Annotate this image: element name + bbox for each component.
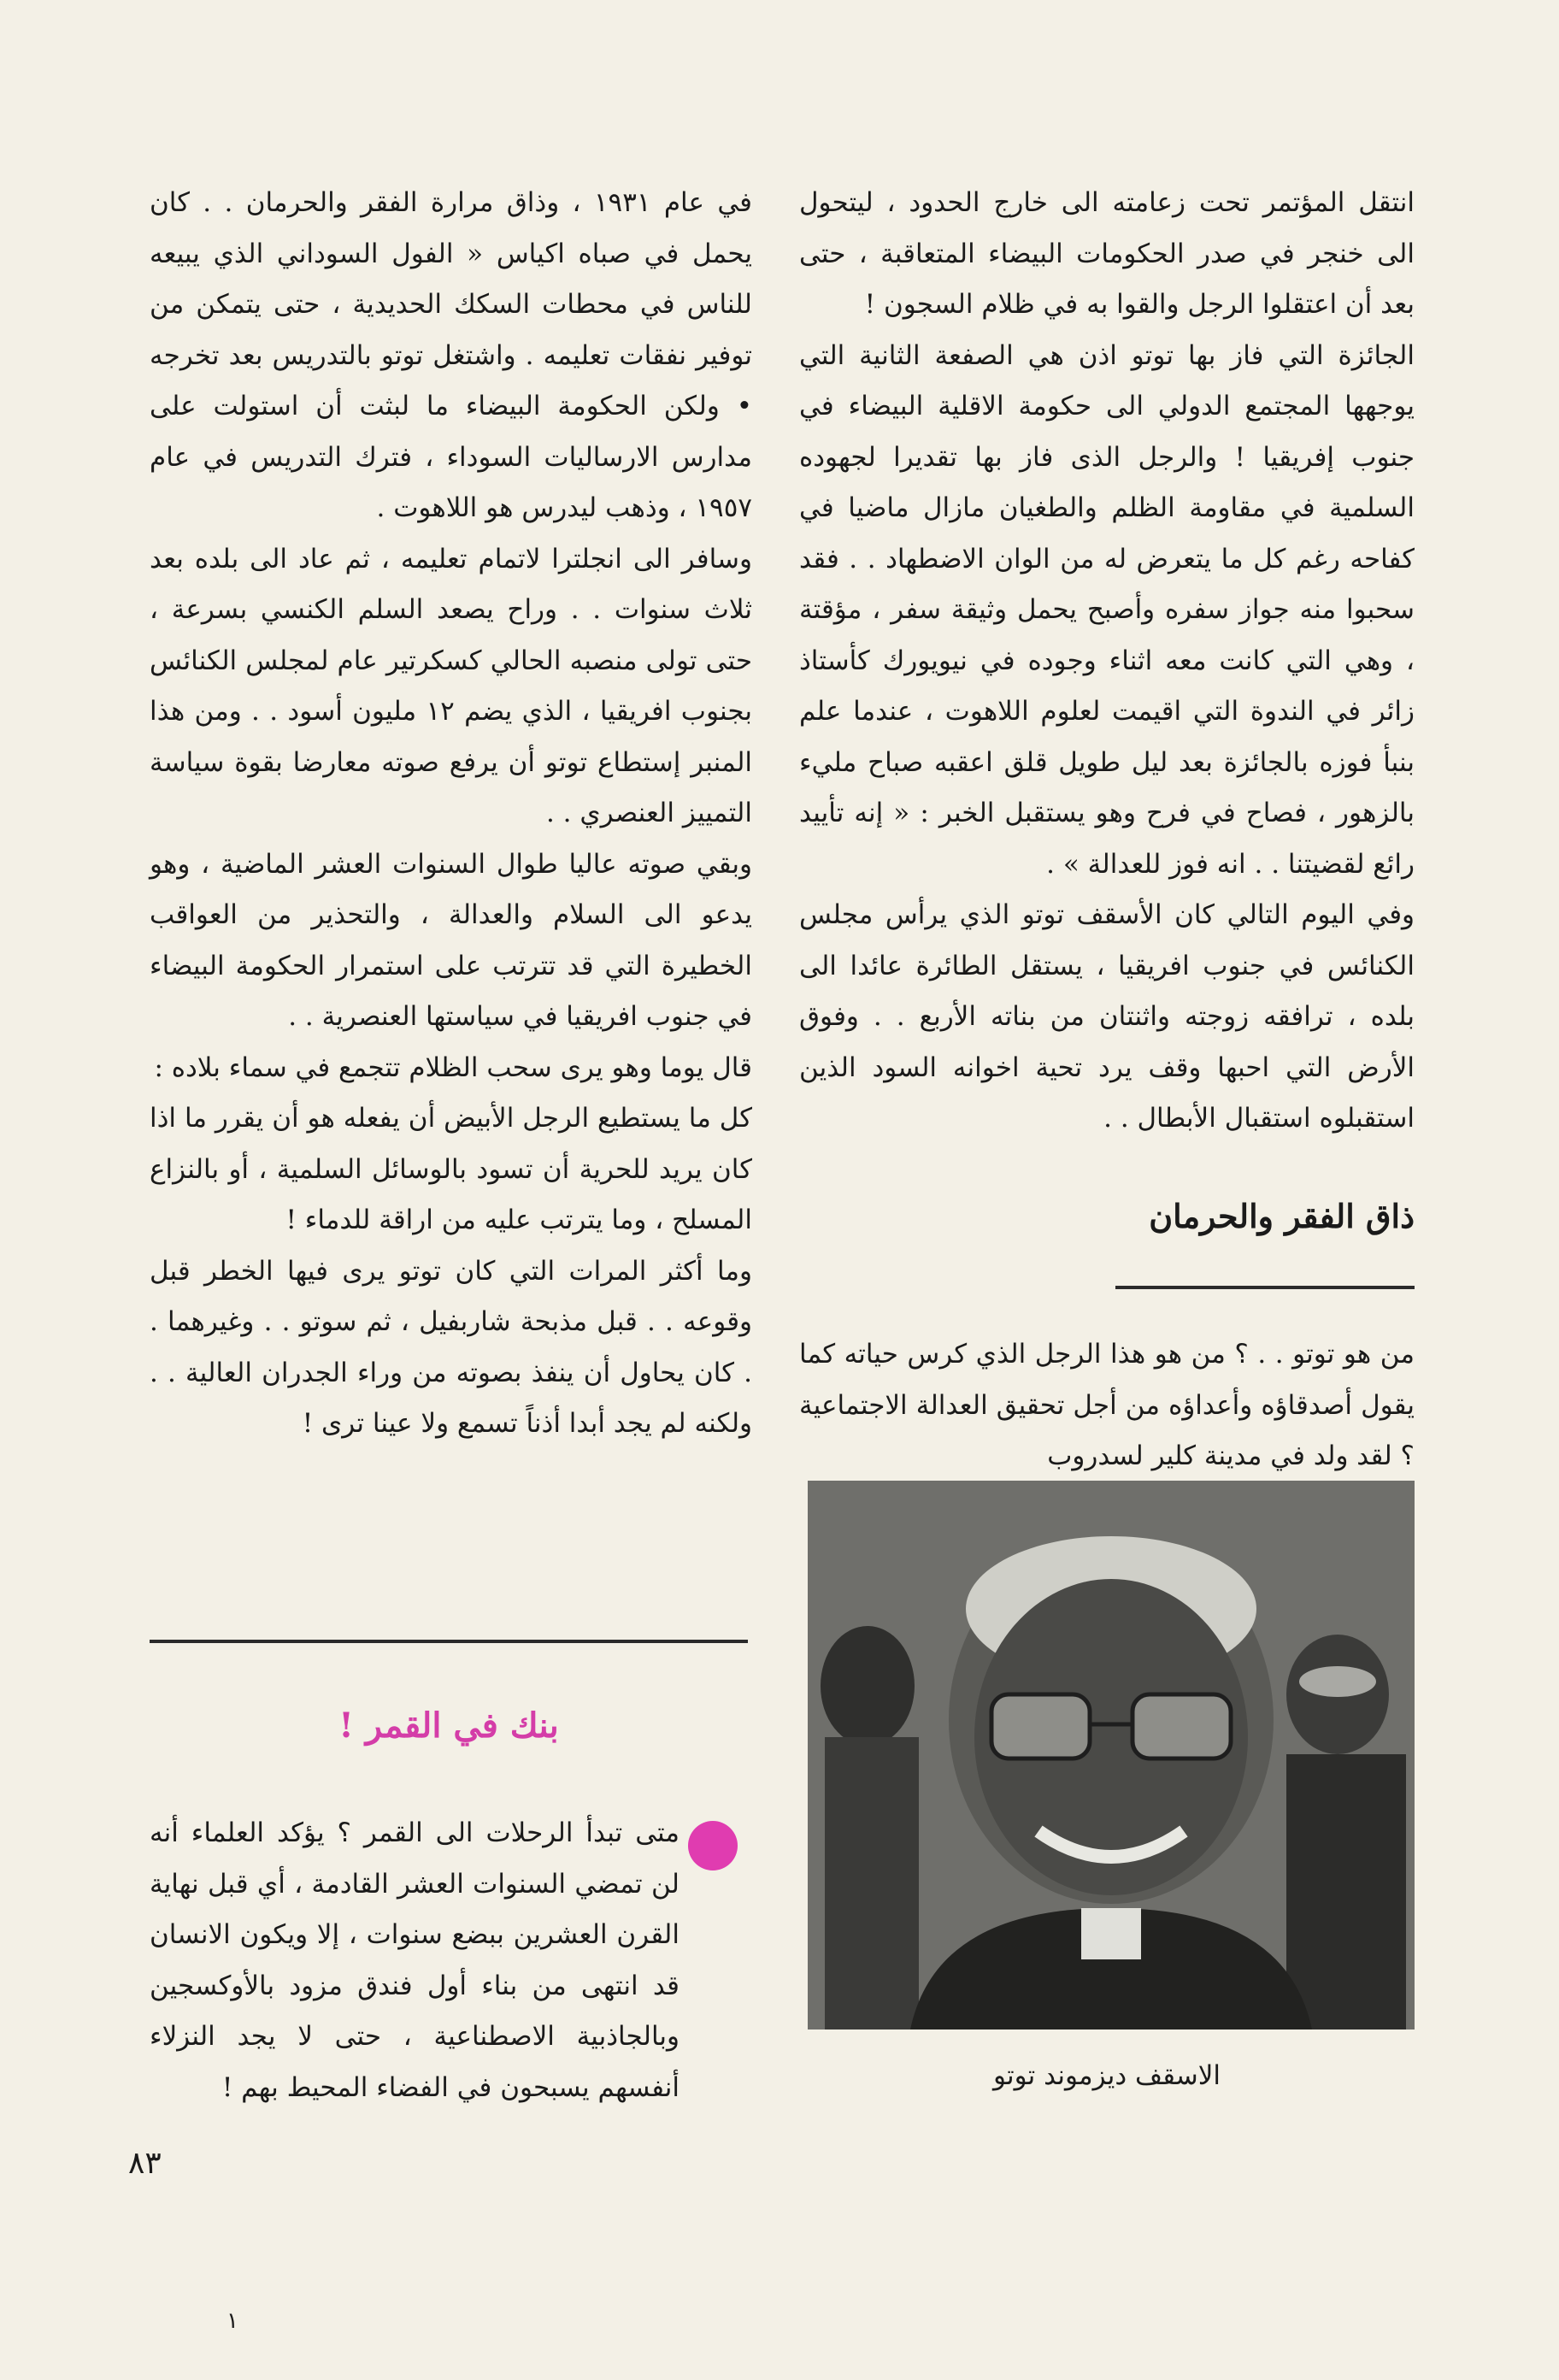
article-paragraph: من هو توتو . . ؟ من هو هذا الرجل الذي كرس حياته كما يقول أصدقاؤه وأعداؤه من أجل تحقيق العدالة الاجتماعية ؟ لقد ولد في مدينة كلير لسدروب — [799, 1339, 1415, 1471]
section-intro-paragraph — [799, 1329, 1415, 1482]
sidebar-moon-paragraph — [150, 1808, 748, 2113]
section-heading-poverty: ذاق الفقر والحرمان — [1149, 1197, 1415, 1235]
sidebar-divider — [150, 1640, 748, 1643]
article-paragraph: وما أكثر المرات التي كان توتو يرى فيها الخطر قبل وقوعه . . قبل مذبحة شاربفيل ، ثم سوتو . . وغيرهما . . كان يحاول أن ينفذ بصوته من وراء الجدران العالية . . ولكنه لم يجد أبدا أذناً تسمع ولا عينا ترى ! — [150, 1255, 752, 1439]
article-column-left — [150, 178, 752, 1450]
article-paragraph: كل ما يستطيع الرجل الأبيض أن يفعله هو أن يقرر ما اذا كان يريد للحرية أن تسود بالوسائل السلمية ، أو بالنزاع المسلح ، وما يترتب عليه من اراقة للدماء ! — [150, 1103, 752, 1235]
article-paragraph: في عام ١٩٣١ ، وذاق مرارة الفقر والحرمان . . كان يحمل في صباه اكياس « الفول السوداني الذي يبيعه للناس في محطات السكك الحديدية ، حتى يتمكن من توفير نفقات تعليمه . واشتغل توتو بالتدريس بعد تخرجه • ولكن الحكومة البيضاء ما لبثت أن استولت على مدارس الارساليات السوداء ، فترك التدريس في عام ١٩٥٧ ، وذهب ليدرس هو اللاهوت . — [150, 187, 752, 523]
photo-caption: الاسقف ديزموند توتو — [992, 2060, 1221, 2091]
article-paragraph: انتقل المؤتمر تحت زعامته الى خارج الحدود ، ليتحول الى خنجر في صدر الحكومات البيضاء المتعاقبة ، حتى بعد أن اعتقلوا الرجل والقوا به في ظلام السجون ! — [799, 187, 1415, 320]
article-paragraph: متى تبدأ الرحلات الى القمر ؟ يؤكد العلماء أنه لن تمضي السنوات العشر القادمة ، أي قبل نهاية القرن العشرين ببضع سنوات ، إلا ويكون الانسان قد انتهى من بناء أول فندق مزود بالأوكسجين وبالجاذبية الاصطناعية ، حتى لا يجد النزلاء أنفسهم يسبحون في الفضاء المحيط بهم ! — [150, 1817, 679, 2103]
article-paragraph: الجائزة التي فاز بها توتو اذن هي الصفعة الثانية التي يوجهها المجتمع الدولي الى حكومة الاقلية البيضاء في جنوب إفريقيا ! والرجل الذى فاز بها تقديرا لجهوده السلمية في مقاومة الظلم والطغيان مازال ماضيا في كفاحه رغم كل ما يتعرض له من الوان الاضطهاد . . فقد سحبوا منه جواز سفره وأصبح يحمل وثيقة سفر ، مؤقتة ، وهي التي كانت معه اثناء وجوده في نيويورك كأستاذ زائر في الندوة التي اقيمت لعلوم اللاهوت ، عندما علم بنبأ فوزه بالجائزة بعد ليل طويل قلق اعقبه صباح مليء بالزهور ، فصاح في فرح وهو يستقبل الخبر : « إنه تأييد رائع لقضيتنا . . انه فوز للعدالة » . — [799, 339, 1415, 880]
portrait-photo — [808, 1481, 1415, 2029]
article-paragraph: قال يوما وهو يرى سحب الظلام تتجمع في سماء بلاده : — [154, 1052, 752, 1083]
section-divider — [1115, 1286, 1415, 1289]
page-number: ٨٣ — [128, 2146, 162, 2181]
article-paragraph: وبقي صوته عاليا طوال السنوات العشر الماضية ، وهو يدعو الى السلام والعدالة ، والتحذير من العواقب الخطيرة التي قد تترتب على استمرار الحكومة البيضاء في جنوب افريقيا في سياستها العنصرية . . — [150, 848, 752, 1032]
article-paragraph: وفي اليوم التالي كان الأسقف توتو الذي يرأس مجلس الكنائس في جنوب افريقيا ، يستقل الطائرة عائدا الى بلده ، ترافقه زوجته واثنتان من بناته الأربع . . وفوق الأرض التي احبها وقف يرد تحية اخوانه السود الذين استقبلوه استقبال الأبطال . . — [799, 899, 1415, 1134]
footer-mark: ١ — [226, 2308, 238, 2334]
article-column-right — [799, 178, 1415, 1145]
article-paragraph: وسافر الى انجلترا لاتمام تعليمه ، ثم عاد الى بلده بعد ثلاث سنوات . . وراح يصعد السلم الكنسي بسرعة ، حتى تولى منصبه الحالي كسكرتير عام لمجلس الكنائس بجنوب افريقيا ، الذي يضم ١٢ مليون أسود . . ومن هذا المنبر إستطاع توتو أن يرفع صوته معارضا بقوة سياسة التمييز العنصري . . — [150, 543, 752, 828]
sidebar-heading-moon-bank: بنك في القمر ! — [338, 1705, 559, 1746]
